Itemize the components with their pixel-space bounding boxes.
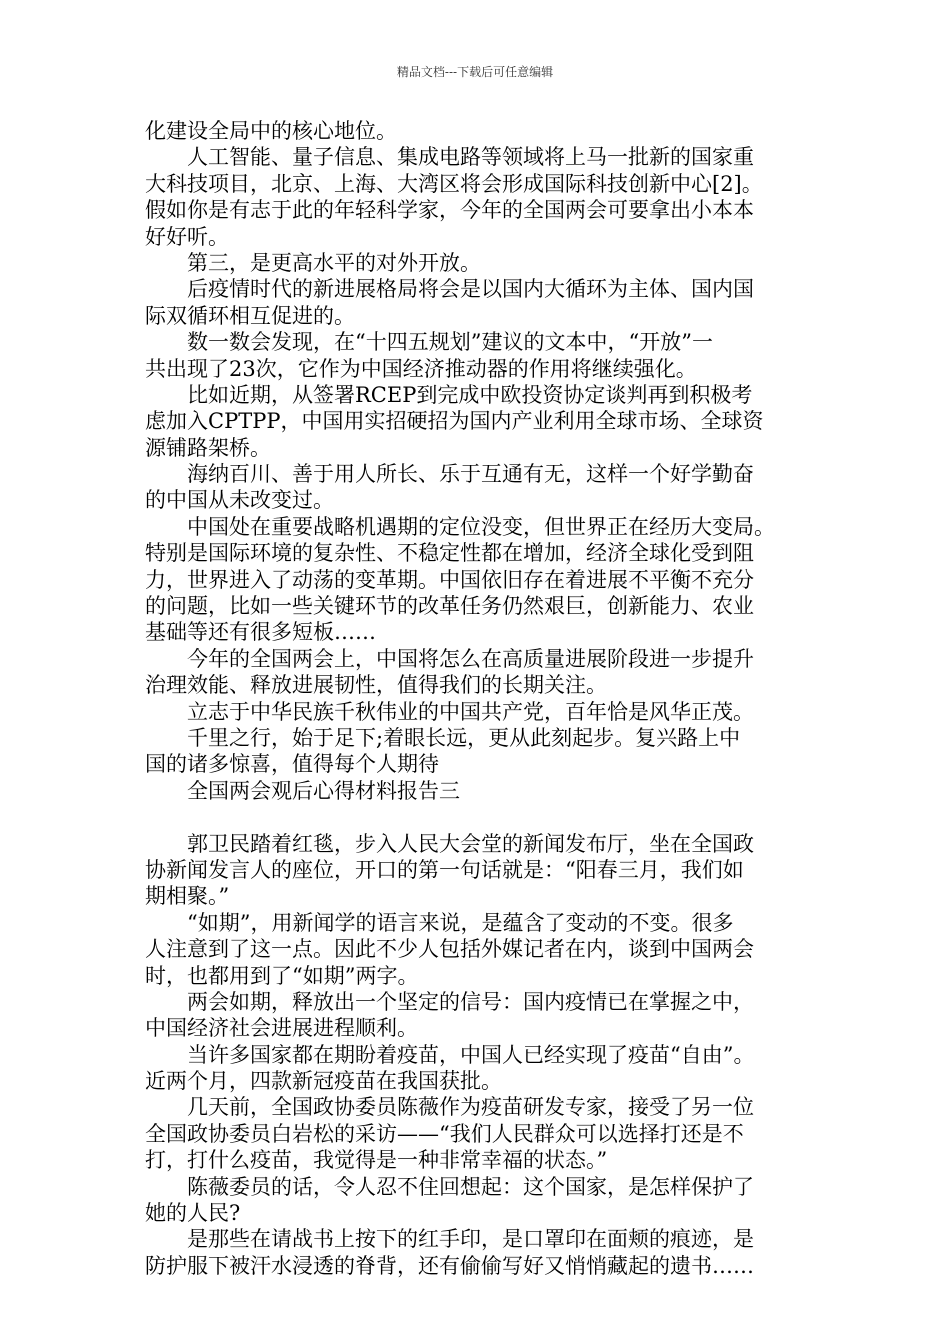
text-line: 陈薇委员的话，令人忍不住回想起：这个国家，是怎样保护了 <box>145 1174 754 1199</box>
text-line: 化建设全局中的核心地位。 <box>145 119 397 143</box>
text-line: 海纳百川、善于用人所长、乐于互通有无，这样一个好学勤奋 <box>145 462 754 487</box>
text-line: 的中国从未改变过。 <box>145 488 334 513</box>
text-line: 中国经济社会进展进程顺利。 <box>145 1016 418 1041</box>
text-line: 千里之行，始于足下;着眼长远，更从此刻起步。复兴路上中 <box>145 725 741 750</box>
text-line: 共出现了23次，它作为中国经济推动器的作用将继续强化。 <box>145 356 697 381</box>
text-line: 虑加入CPTPP，中国用实招硬招为国内产业利用全球市场、全球资 <box>145 409 764 434</box>
text-line: 假如你是有志于此的年轻科学家，今年的全国两会可要拿出小本本 <box>145 198 754 223</box>
text-line: 国的诸多惊喜，值得每个人期待 <box>145 752 439 777</box>
text-line: 的问题，比如一些关键环节的改革任务仍然艰巨，创新能力、农业 <box>145 594 754 619</box>
text-line: 好好听。 <box>145 224 229 249</box>
text-line: 是那些在请战书上按下的红手印，是口罩印在面颊的痕迹，是 <box>145 1227 754 1252</box>
text-line: 防护服下被汗水浸透的脊背，还有偷偷写好又悄悄藏起的遗书…… <box>145 1253 754 1278</box>
page-header: 精品文档---下载后可任意编辑 <box>396 65 554 79</box>
text-line: 后疫情时代的新进展格局将会是以国内大循环为主体、国内国 <box>145 277 754 302</box>
blank-line <box>145 804 825 830</box>
text-line: 协新闻发言人的座位，开口的第一句话就是：“阳春三月，我们如 <box>145 857 744 882</box>
document-body <box>145 118 825 1279</box>
text-line: 两会如期，释放出一个坚定的信号：国内疫情已在掌握之中， <box>145 989 754 1014</box>
text-line: 治理效能、释放进展韧性，值得我们的长期关注。 <box>145 673 607 698</box>
text-line: 人工智能、量子信息、集成电路等领域将上马一批新的国家重 <box>145 145 754 170</box>
text-line: 大科技项目，北京、上海、大湾区将会形成国际科技创新中心[2]。 <box>145 171 763 196</box>
text-line: 特别是国际环境的复杂性、不稳定性都在增加，经济全球化受到阻 <box>145 541 754 566</box>
text-line: 力，世界进入了动荡的变革期。中国依旧存在着进展不平衡不充分 <box>145 567 754 592</box>
text-line: 当许多国家都在期盼着疫苗，中国人已经实现了疫苗“自由”。 <box>145 1042 755 1067</box>
text-line: 比如近期，从签署RCEP到完成中欧投资协定谈判再到积极考 <box>145 382 753 407</box>
text-line: 郭卫民踏着红毯，步入人民大会堂的新闻发布厅，坐在全国政 <box>145 831 754 856</box>
text-line: 际双循环相互促进的。 <box>145 303 355 328</box>
text-line: 源铺路架桥。 <box>145 435 271 460</box>
text-line: 今年的全国两会上，中国将怎么在高质量进展阶段进一步提升 <box>145 646 754 671</box>
text-line: 几天前，全国政协委员陈薇作为疫苗研发专家，接受了另一位 <box>145 1095 754 1120</box>
text-line: 全国两会观后心得材料报告三 <box>145 778 460 803</box>
text-line: 近两个月，四款新冠疫苗在我国获批。 <box>145 1069 502 1094</box>
text-line: 数一数会发现，在“十四五规划”建议的文本中，“开放”一 <box>145 330 713 355</box>
text-line: 人注意到了这一点。因此不少人包括外媒记者在内，谈到中国两会 <box>145 937 754 962</box>
text-line: 立志于中华民族千秋伟业的中国共产党，百年恰是风华正茂。 <box>145 699 754 724</box>
text-line: 基础等还有很多短板…… <box>145 620 376 645</box>
text-line: 打，打什么疫苗，我觉得是一种非常幸福的状态。” <box>145 1148 608 1173</box>
text-line: 第三，是更高水平的对外开放。 <box>145 250 481 275</box>
text-line: 她的人民? <box>145 1201 241 1226</box>
text-line: “如期”，用新闻学的语言来说，是蕴含了变动的不变。很多 <box>145 910 734 935</box>
text-line: 中国处在重要战略机遇期的定位没变，但世界正在经历大变局。 <box>145 514 775 539</box>
text-line: 全国政协委员白岩松的采访——“我们人民群众可以选择打还是不 <box>145 1121 744 1146</box>
text-line: 期相聚。” <box>145 884 230 909</box>
text-line: 时，也都用到了“如期”两字。 <box>145 963 419 988</box>
